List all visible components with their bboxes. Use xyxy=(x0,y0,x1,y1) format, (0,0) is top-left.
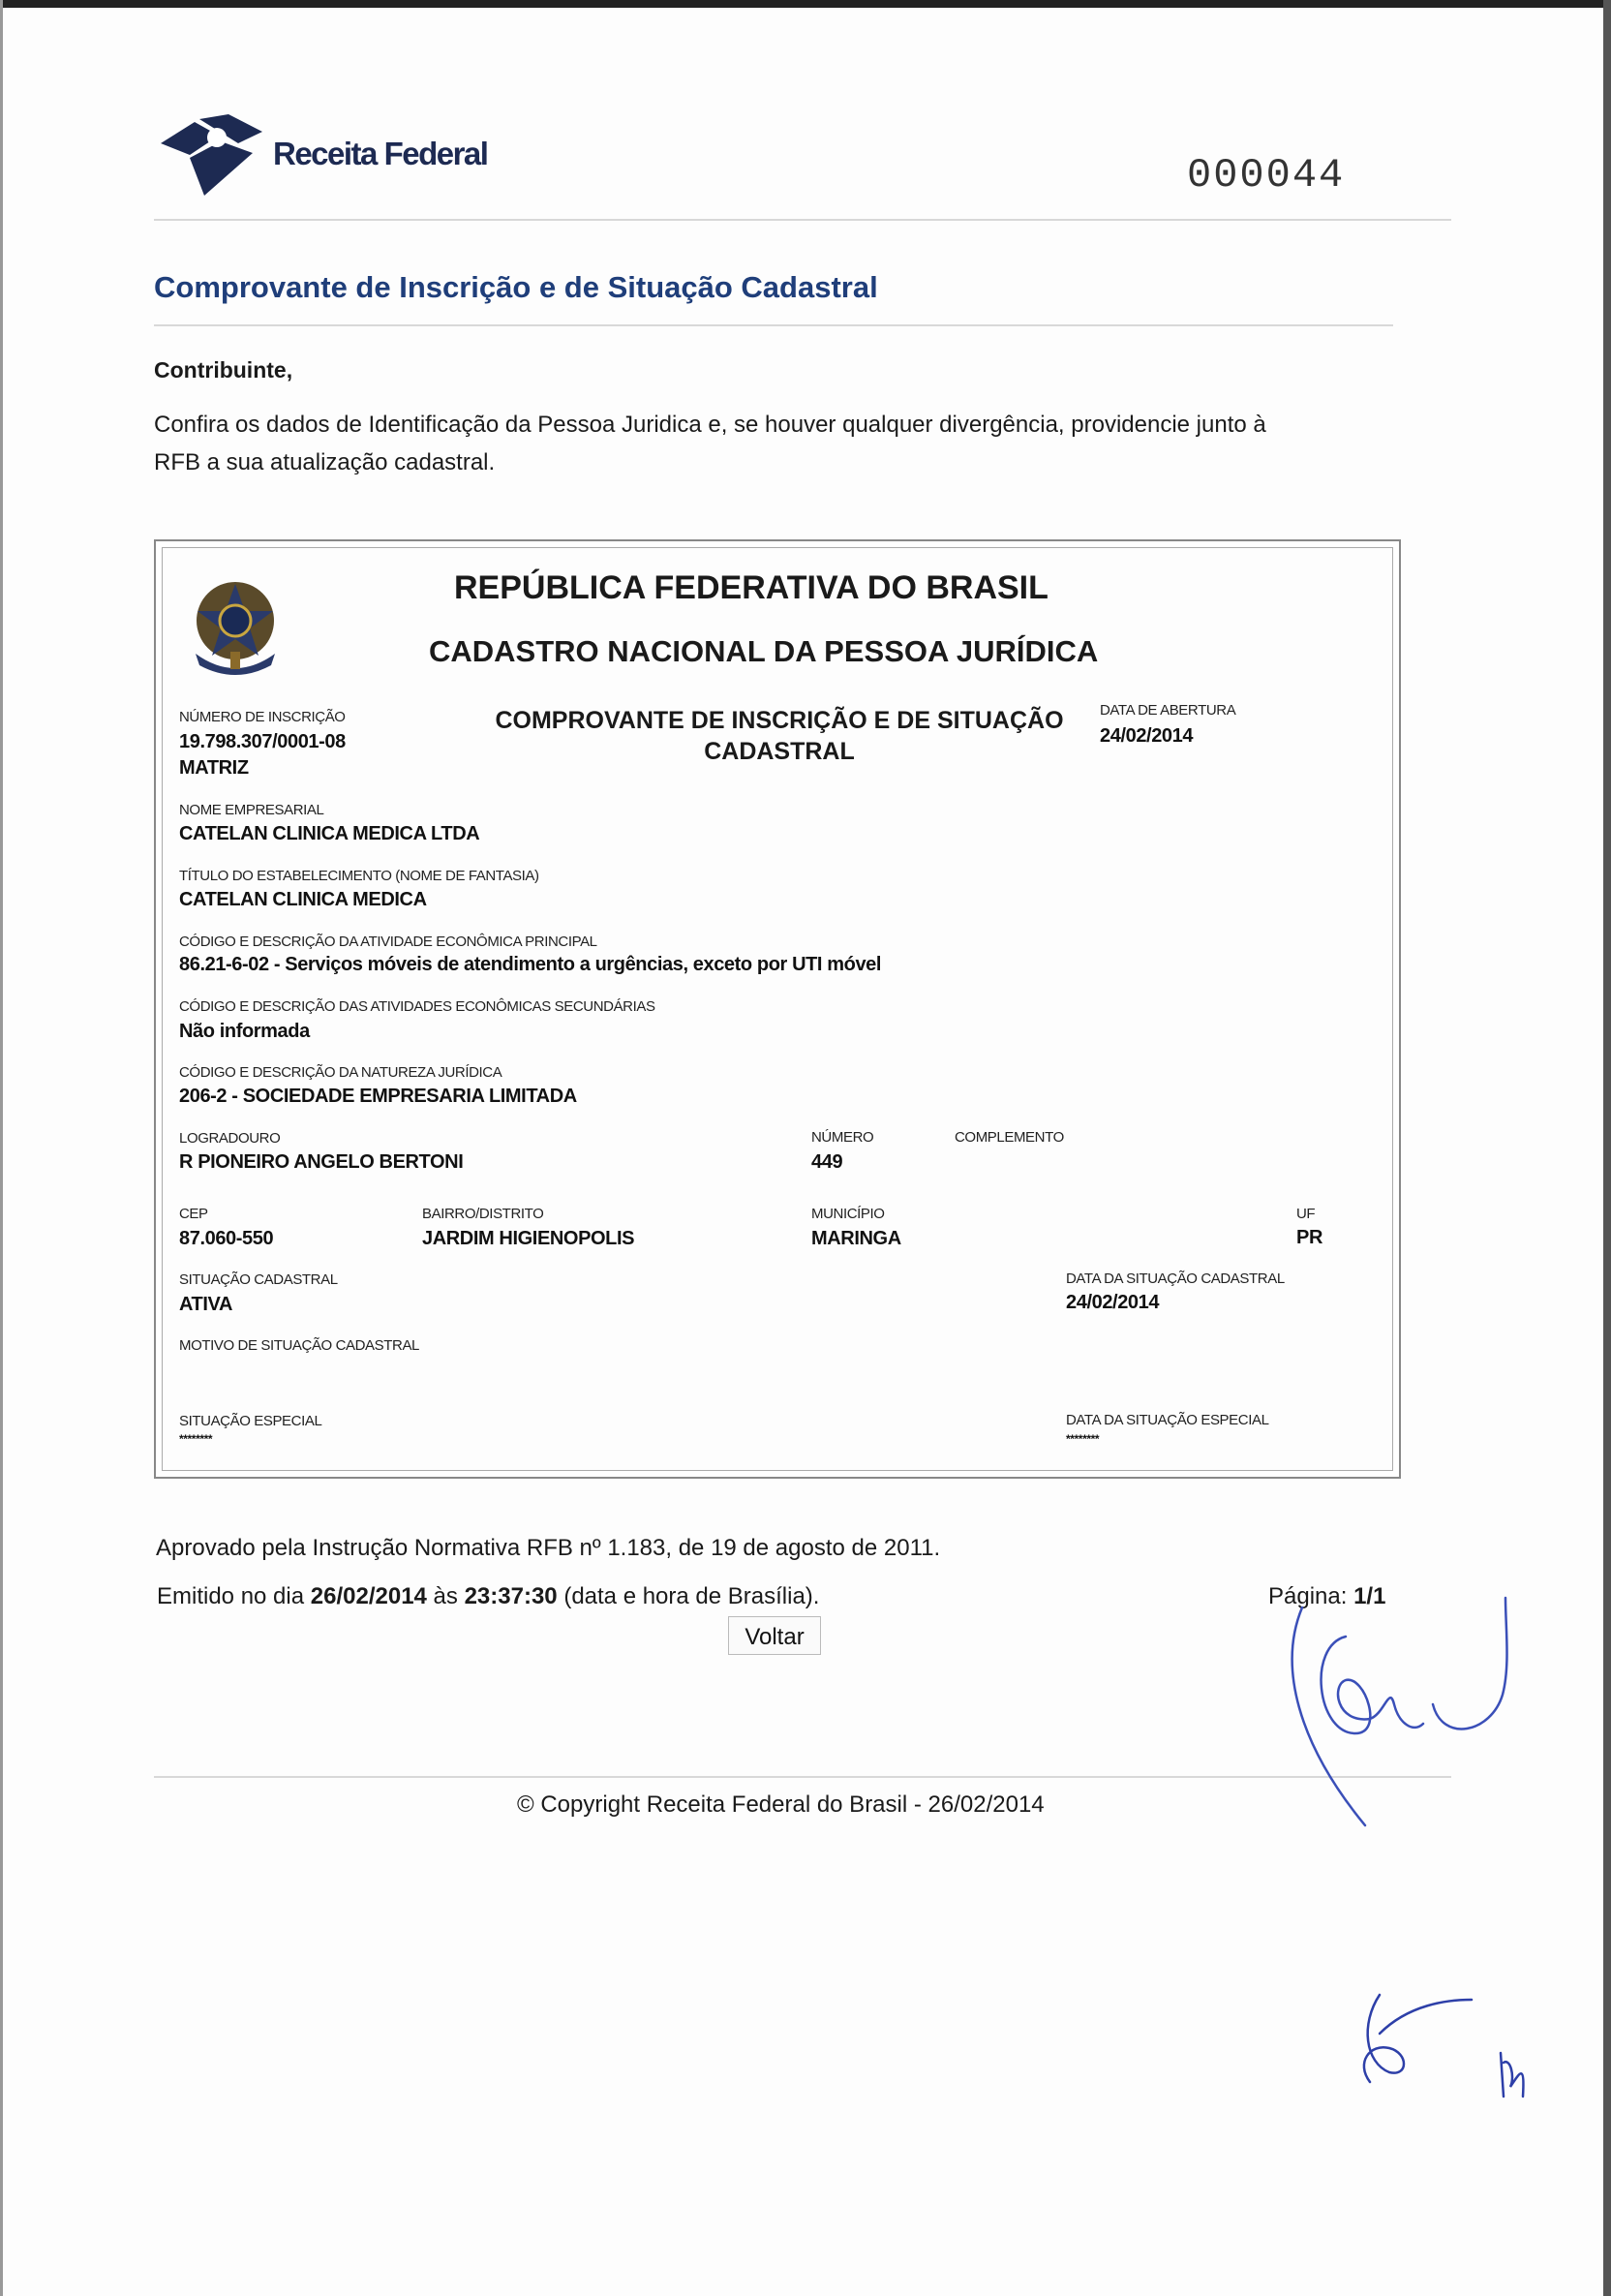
value-logradouro: R PIONEIRO ANGELO BERTONI xyxy=(179,1151,464,1173)
label-motivo-situacao: MOTIVO DE SITUAÇÃO CADASTRAL xyxy=(179,1337,420,1354)
value-uf: PR xyxy=(1296,1227,1322,1248)
issued-date: 26/02/2014 xyxy=(310,1583,427,1609)
copyright-text: © Copyright Receita Federal do Brasil - 26/02/2014 xyxy=(517,1791,1045,1818)
value-numero-inscricao: 19.798.307/0001-08 xyxy=(179,731,346,752)
value-numero: 449 xyxy=(811,1151,843,1173)
value-cep: 87.060-550 xyxy=(179,1228,274,1249)
scan-edge-right xyxy=(1603,0,1611,2296)
value-situacao-especial: ******** xyxy=(179,1432,213,1446)
divider xyxy=(154,324,1393,326)
value-atividade-principal: 86.21-6-02 - Serviços móveis de atendimento a urgências, exceto por UTI móvel xyxy=(179,954,882,975)
issued-time: 23:37:30 xyxy=(464,1583,558,1609)
value-situacao-cadastral: ATIVA xyxy=(179,1294,233,1315)
greeting: Contribuinte, xyxy=(154,357,293,383)
issued-prefix: Emitido no dia xyxy=(157,1583,311,1609)
label-nome-empresarial: NOME EMPRESARIAL xyxy=(179,802,324,818)
label-data-situacao-especial: DATA DA SITUAÇÃO ESPECIAL xyxy=(1066,1412,1269,1428)
label-logradouro: LOGRADOURO xyxy=(179,1130,281,1147)
value-tipo-estabelecimento: MATRIZ xyxy=(179,757,249,779)
value-data-abertura: 24/02/2014 xyxy=(1100,725,1194,747)
page-title: Comprovante de Inscrição e de Situação Cadastral xyxy=(154,270,878,304)
receita-federal-emblem-icon xyxy=(161,114,275,196)
issued-text xyxy=(157,1585,819,1608)
page-stamp-number: 000044 xyxy=(1187,152,1346,199)
label-situacao-especial: SITUAÇÃO ESPECIAL xyxy=(179,1413,322,1429)
label-situacao-cadastral: SITUAÇÃO CADASTRAL xyxy=(179,1271,338,1288)
label-numero: NÚMERO xyxy=(811,1129,874,1146)
heading-comprovante xyxy=(465,705,1094,767)
scan-edge-left xyxy=(0,0,3,2296)
label-atividade-principal: CÓDIGO E DESCRIÇÃO DA ATIVIDADE ECONÔMICA PRINCIPAL xyxy=(179,934,597,950)
instructions-line-2: RFB a sua atualização cadastral. xyxy=(154,449,496,475)
heading-republica: REPÚBLICA FEDERATIVA DO BRASIL xyxy=(454,569,1049,606)
heading-comprovante-line-1: COMPROVANTE DE INSCRIÇÃO E DE SITUAÇÃO xyxy=(495,707,1064,734)
back-button[interactable]: Voltar xyxy=(728,1616,821,1655)
value-titulo-estabelecimento: CATELAN CLINICA MEDICA xyxy=(179,889,427,910)
heading-cadastro: CADASTRO NACIONAL DA PESSOA JURÍDICA xyxy=(429,634,1099,668)
label-cep: CEP xyxy=(179,1206,208,1222)
label-atividades-secundarias: CÓDIGO E DESCRIÇÃO DAS ATIVIDADES ECONÔMICAS SECUNDÁRIAS xyxy=(179,998,655,1015)
scan-edge-top xyxy=(0,0,1611,8)
value-natureza-juridica: 206-2 - SOCIEDADE EMPRESARIA LIMITADA xyxy=(179,1086,577,1107)
instructions-line-1: Confira os dados de Identificação da Pessoa Juridica e, se houver qualquer divergência, providencie junto à xyxy=(154,412,1266,438)
label-numero-inscricao: NÚMERO DE INSCRIÇÃO xyxy=(179,709,346,725)
handwritten-signature xyxy=(1278,1588,1530,1840)
issued-suffix: (data e hora de Brasília). xyxy=(557,1583,820,1609)
approval-text: Aprovado pela Instrução Normativa RFB nº 1.183, de 19 de agosto de 2011. xyxy=(156,1535,941,1561)
divider xyxy=(154,1776,1451,1778)
label-municipio: MUNICÍPIO xyxy=(811,1206,885,1222)
heading-comprovante-line-2: CADASTRAL xyxy=(704,738,855,765)
value-atividades-secundarias: Não informada xyxy=(179,1021,310,1042)
brazil-coat-of-arms-icon xyxy=(188,576,283,681)
label-complemento: COMPLEMENTO xyxy=(955,1129,1064,1146)
issued-mid: às xyxy=(426,1583,465,1609)
value-bairro: JARDIM HIGIENOPOLIS xyxy=(422,1228,635,1249)
handwritten-initials xyxy=(1351,1985,1544,2111)
value-nome-empresarial: CATELAN CLINICA MEDICA LTDA xyxy=(179,823,480,844)
label-uf: UF xyxy=(1296,1206,1316,1222)
value-data-situacao-cadastral: 24/02/2014 xyxy=(1066,1292,1160,1313)
label-data-situacao-cadastral: DATA DA SITUAÇÃO CADASTRAL xyxy=(1066,1270,1285,1287)
value-municipio: MARINGA xyxy=(811,1228,901,1249)
page-value: 1/1 xyxy=(1353,1583,1386,1609)
label-natureza-juridica: CÓDIGO E DESCRIÇÃO DA NATUREZA JURÍDICA xyxy=(179,1064,502,1081)
divider xyxy=(154,219,1451,221)
label-bairro: BAIRRO/DISTRITO xyxy=(422,1206,544,1222)
label-data-abertura: DATA DE ABERTURA xyxy=(1100,702,1236,719)
page-label: Página: xyxy=(1268,1583,1354,1609)
value-data-situacao-especial: ******** xyxy=(1066,1432,1100,1446)
logo-text: Receita Federal xyxy=(273,136,488,171)
label-titulo-estabelecimento: TÍTULO DO ESTABELECIMENTO (NOME DE FANTASIA) xyxy=(179,868,539,884)
